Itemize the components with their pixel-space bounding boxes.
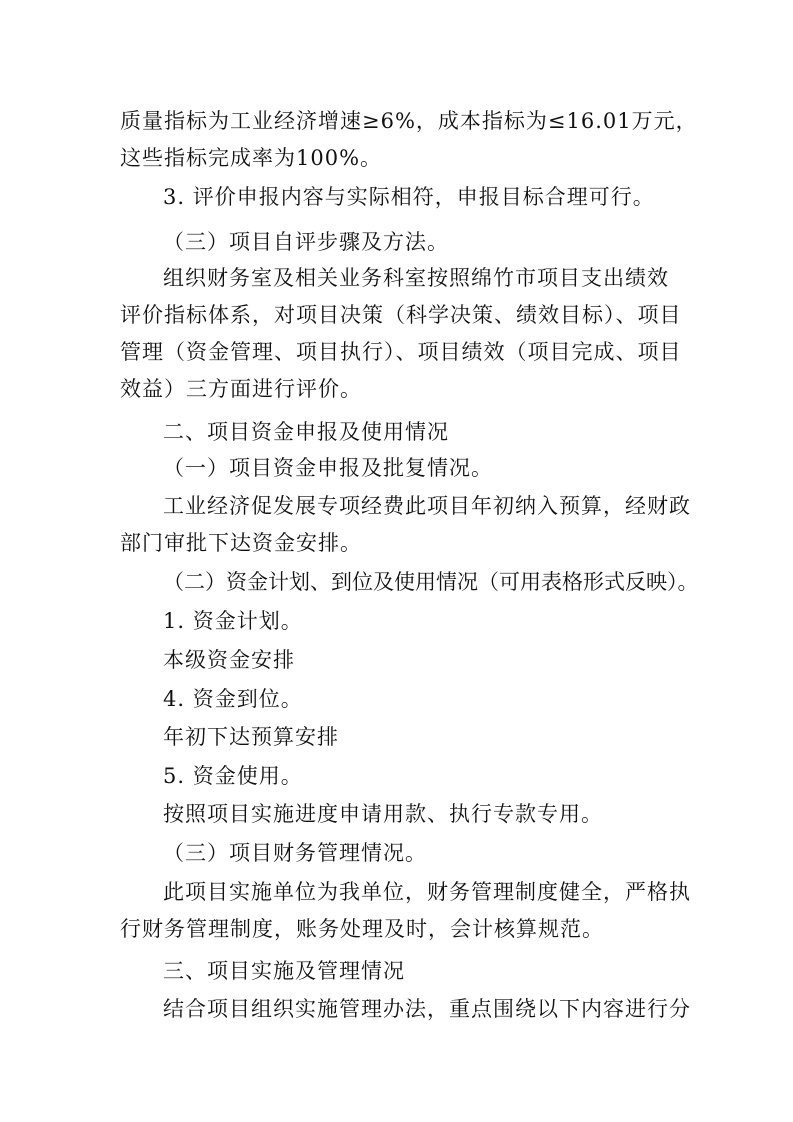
text-line-6: 评价指标体系，对项目决策（科学决策、绩效目标）、项目 <box>120 303 682 327</box>
text-line-5: 组织财务室及相关业务科室按照绵竹市项目支出绩效 <box>163 266 669 290</box>
text-line-24: 结合项目组织实施管理办法，重点围绕以下内容进行分 <box>163 997 691 1021</box>
text-line-11: 工业经济促发展专项经费此项目年初纳入预算，经财政 <box>163 494 691 518</box>
item-fund-use: 5. 资金使用。 <box>163 764 303 788</box>
text-line-1: 质量指标为工业经济增速≥6%，成本指标为≤16.01万元， <box>120 109 698 133</box>
text-line-21: 此项目实施单位为我单位，财务管理制度健全，严格执 <box>163 880 691 904</box>
text-line-17: 年初下达预算安排 <box>163 725 339 749</box>
text-line-8: 效益）三方面进行评价。 <box>120 377 362 401</box>
text-line-22: 行财务管理制度，账务处理及时，会计核算规范。 <box>120 917 604 941</box>
text-line-15: 本级资金安排 <box>163 648 295 672</box>
text-line-7: 管理（资金管理、项目执行）、项目绩效（项目完成、项目 <box>120 340 682 364</box>
item-fund-arrival: 4. 资金到位。 <box>163 687 303 711</box>
subsection-heading-financial-management: （三）项目财务管理情况。 <box>163 841 427 865</box>
item-fund-plan: 1. 资金计划。 <box>163 609 303 633</box>
text-line-3: 3. 评价申报内容与实际相符，申报目标合理可行。 <box>163 185 655 209</box>
text-line-2: 这些指标完成率为100%。 <box>120 146 383 170</box>
text-line-12: 部门审批下达资金安排。 <box>120 531 362 555</box>
section-heading-fund-application: 二、项目资金申报及使用情况 <box>163 420 449 444</box>
subsection-heading-fund-approval: （一）项目资金申报及批复情况。 <box>163 456 493 480</box>
subsection-heading-fund-plan: （二）资金计划、到位及使用情况（可用表格形式反映）。 <box>163 570 699 594</box>
section-heading-self-evaluation: （三）项目自评步骤及方法。 <box>163 230 449 254</box>
section-heading-implementation: 三、项目实施及管理情况 <box>163 959 405 983</box>
text-line-19: 按照项目实施进度申请用款、执行专款专用。 <box>163 802 603 826</box>
